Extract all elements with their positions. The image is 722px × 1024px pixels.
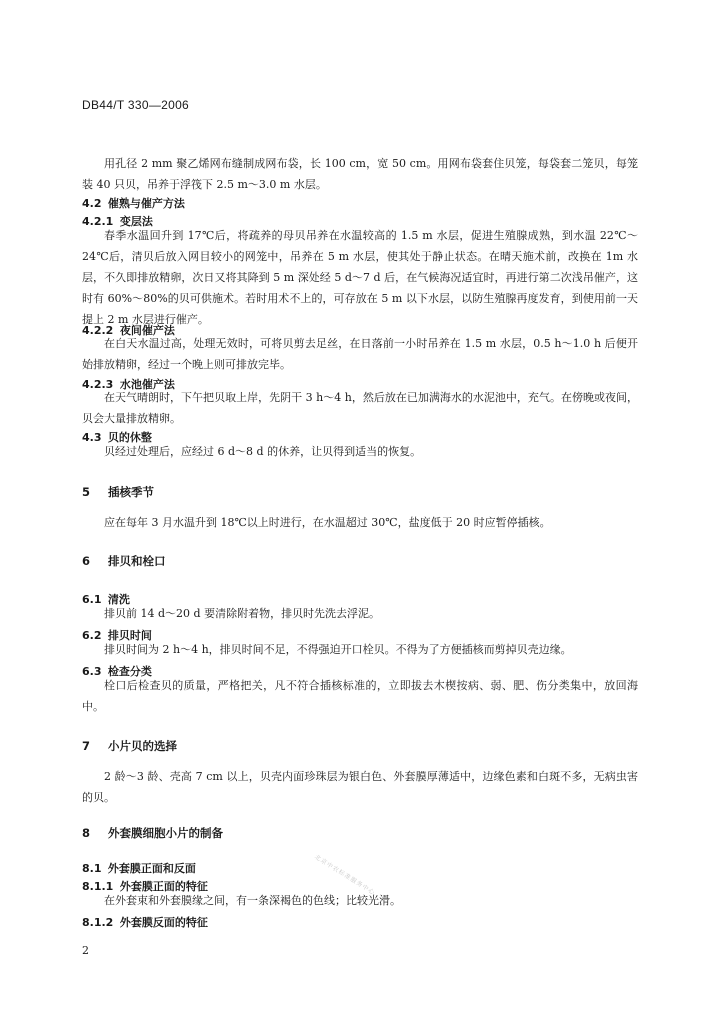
paragraph-inspection: 栓口后检查贝的质量，严格把关，凡不符合插核标准的，立即拔去木楔按病、弱、肥、伤分类集中，放回海中。: [82, 679, 638, 713]
section-8-1-1: 8.1.1 外套膜正面的特征: [82, 880, 208, 893]
section-4-2-1: 4.2.1 变层法: [82, 215, 153, 228]
section-4-2-2: 4.2.2 夜间催产法: [82, 324, 175, 337]
paragraph-rest: 贝经过处理后，应经过 6 d～8 d 的休养，让贝得到适当的恢复。: [104, 445, 422, 458]
paragraph-cleaning: 排贝前 14 d～20 d 要清除附着物，排贝时先洗去浮泥。: [104, 607, 381, 620]
paragraph-time: 排贝时间为 2 h～4 h，排贝时间不足，不得强迫开口栓贝。不得为了方便插核而剪掉贝壳边缘。: [104, 643, 572, 656]
paragraph-net-bag: 用孔径 2 mm 聚乙烯网布缝制成网布袋，长 100 cm，宽 50 cm。用网布袋套住贝笼，每袋套二笼贝，每笼装 40 只贝，吊养于浮筏下 2.5 m～3.0 m 水层。: [82, 157, 638, 191]
section-7: 7 小片贝的选择: [82, 739, 178, 753]
paragraph-layer-method: 春季水温回升到 17℃后，将疏养的母贝吊养在水温较高的 1.5 m 水层，促进生殖腺成熟，到水温 22℃～24℃后，清贝后放入网目较小的网笼中，吊养在 5 m 水层，使其处于静止状态。在晴天施术前，改换在 1m 水层，不久即排放精卵，次日又将其降到 5 m 深处经 5 d～7 d 后，在气候海况适宜时，再进行第二次浅吊催产，这时有 60%～80%的贝可供施术。若时用术不上的，可存放在 5 m 以下水层，以防生殖腺再度发育，到使用前一天提上 2 m 水层进行催产。: [82, 229, 638, 326]
section-8-1-2: 8.1.2 外套膜反面的特征: [82, 916, 208, 929]
section-6-1: 6.1 清洗: [82, 593, 130, 606]
paragraph-pool-method: 在天气晴朗时，下午把贝取上岸，先阴干 3 h～4 h，然后放在已加满海水的水泥池中，充气。在傍晚或夜间，贝会大量排放精卵。: [82, 391, 638, 425]
section-8: 8 外套膜细胞小片的制备: [82, 826, 224, 840]
page-number: 2: [82, 944, 89, 957]
watermark: 北京中农标准服务中心: [313, 853, 377, 897]
paragraph-night-method: 在白天水温过高，处理无效时，可将贝剪去足丝，在日落前一小时吊养在 1.5 m 水层，0.5 h～1.0 h 后便开始排放精卵，经过一个晚上则可排放完毕。: [82, 337, 638, 371]
document-id: DB44/T 330—2006: [82, 98, 190, 112]
section-6: 6 排贝和栓口: [82, 554, 166, 568]
section-6-2: 6.2 排贝时间: [82, 629, 152, 642]
paragraph-selection: 2 龄～3 龄、壳高 7 cm 以上，贝壳内面珍珠层为银白色、外套膜厚薄适中，边缘色素和白斑不多，无病虫害的贝。: [82, 770, 638, 804]
section-4-2: 4.2 催熟与催产方法: [82, 197, 185, 210]
section-8-1: 8.1 外套膜正面和反面: [82, 862, 196, 875]
paragraph-front-features: 在外套束和外套膜缘之间，有一条深褐色的色线；比较光滑。: [104, 894, 401, 907]
paragraph-season: 应在每年 3 月水温升到 18℃以上时进行，在水温超过 30℃，盐度低于 20 时应暂停插核。: [104, 516, 551, 529]
section-5: 5 插核季节: [82, 485, 155, 499]
section-4-2-3: 4.2.3 水池催产法: [82, 378, 175, 391]
section-4-3: 4.3 贝的休整: [82, 431, 152, 444]
section-6-3: 6.3 检查分类: [82, 665, 152, 678]
